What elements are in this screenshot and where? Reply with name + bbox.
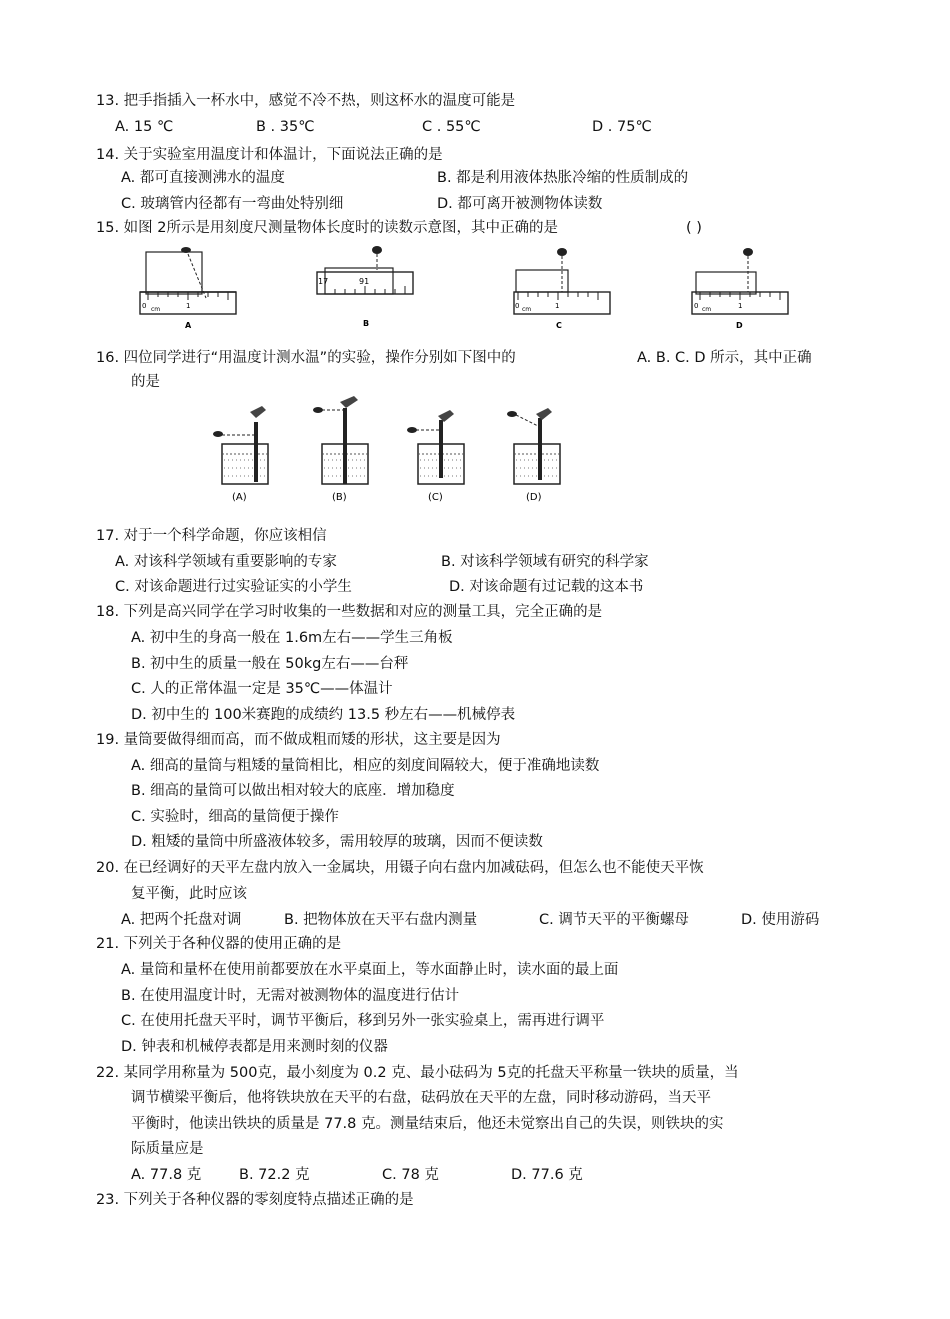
ruler-a-cm: cm xyxy=(151,306,161,313)
q14-option-b: B. 都是利用液体热胀冷缩的性质制成的 xyxy=(437,170,689,186)
q17-option-a: A. 对该科学领域有重要影响的专家 xyxy=(115,554,337,570)
q20-option-d: D. 使用游码 xyxy=(741,912,820,928)
q15-answer-paren: ( ) xyxy=(686,220,702,236)
q19-option-b: B. 细高的量筒可以做出相对较大的底座．增加稳度 xyxy=(131,783,455,799)
ruler-c-zero: 0 xyxy=(515,302,520,310)
ruler-c-label: C xyxy=(556,321,562,330)
ruler-a-zero: 0 xyxy=(142,302,147,310)
q15-stem: 15. 如图 2所示是用刻度尺测量物体长度时的读数示意图，其中正确的是 xyxy=(96,220,559,236)
q21-option-c: C. 在使用托盘天平时，调节平衡后，移到另外一张实验桌上，需再进行调平 xyxy=(121,1013,605,1029)
q20-option-a: A. 把两个托盘对调 xyxy=(121,912,242,928)
q22-line-3: 平衡时，他读出铁块的质量是 77.8 克。测量结束后，他还未觉察出自己的失误，则铁块的实 xyxy=(131,1116,724,1132)
ruler-c-cm: cm xyxy=(522,306,532,313)
q20-stem: 20. 在已经调好的天平左盘内放入一金属块，用镊子向右盘内加减砝码，但怎么也不能使天平恢 xyxy=(96,860,704,876)
q20-stem-continued: 复平衡，此时应该 xyxy=(131,886,247,902)
q13-option-c: C . 55℃ xyxy=(422,119,481,135)
q18-option-d: D. 初中生的 100米赛跑的成绩约 13.5 秒左右——机械停表 xyxy=(131,707,516,723)
beaker-a-label: (A) xyxy=(232,492,247,503)
q14-option-d: D. 都可离开被测物体读数 xyxy=(437,196,603,212)
ruler-b-91: 91 xyxy=(359,277,370,286)
q19-option-c: C. 实验时，细高的量筒便于操作 xyxy=(131,809,339,825)
q22-line-2: 调节横梁平衡后，他将铁块放在天平的右盘，砝码放在天平的左盘，同时移动游码，当天平 xyxy=(131,1090,711,1106)
q21-option-a: A. 量筒和量杯在使用前都要放在水平桌面上，等水面静止时，读水面的最上面 xyxy=(121,962,619,978)
q13-option-a: A. 15 ℃ xyxy=(115,119,174,135)
q17-option-c: C. 对该命题进行过实验证实的小学生 xyxy=(115,579,352,595)
q17-option-b: B. 对该科学领域有研究的科学家 xyxy=(441,554,649,570)
ruler-b-17: 17 xyxy=(318,277,329,286)
beaker-c-label: (C) xyxy=(428,492,443,503)
q13-option-d: D . 75℃ xyxy=(592,119,652,135)
ruler-a-label: A xyxy=(185,321,192,330)
ruler-d-zero: 0 xyxy=(694,302,699,310)
q14-option-c: C. 玻璃管内径都有一弯曲处特别细 xyxy=(121,196,344,212)
q17-stem: 17. 对于一个科学命题，你应该相信 xyxy=(96,528,327,544)
q18-option-c: C. 人的正常体温一定是 35℃——体温计 xyxy=(131,681,393,697)
q18-stem: 18. 下列是高兴同学在学习时收集的一些数据和对应的测量工具，完全正确的是 xyxy=(96,604,603,620)
q22-line-4: 际质量应是 xyxy=(131,1141,204,1157)
q23-stem: 23. 下列关于各种仪器的零刻度特点描述正确的是 xyxy=(96,1192,414,1208)
q21-option-b: B. 在使用温度计时，无需对被测物体的温度进行估计 xyxy=(121,988,460,1004)
ruler-b-label: B xyxy=(363,319,370,328)
q22-option-d: D. 77.6 克 xyxy=(511,1167,583,1183)
q20-option-c: C. 调节天平的平衡螺母 xyxy=(539,912,689,928)
q15-ruler-figure-a xyxy=(138,246,240,332)
q19-stem: 19. 量筒要做得细而高，而不做成粗而矮的形状，这主要是因为 xyxy=(96,732,501,748)
q20-option-b: B. 把物体放在天平右盘内测量 xyxy=(284,912,478,928)
q19-option-a: A. 细高的量筒与粗矮的量筒相比，相应的刻度间隔较大，便于准确地读数 xyxy=(131,758,600,774)
q16-beaker-figure-d xyxy=(502,404,574,506)
q13-option-b: B . 35℃ xyxy=(256,119,315,135)
ruler-d-one: 1 xyxy=(738,302,743,310)
q15-ruler-figure-c xyxy=(512,246,614,332)
q21-stem: 21. 下列关于各种仪器的使用正确的是 xyxy=(96,936,342,952)
q14-stem: 14. 关于实验室用温度计和体温计，下面说法正确的是 xyxy=(96,147,443,163)
q18-option-b: B. 初中生的质量一般在 50kg左右——台秤 xyxy=(131,656,409,672)
q14-option-a: A. 都可直接测沸水的温度 xyxy=(121,170,285,186)
q21-option-d: D. 钟表和机械停表都是用来测时刻的仪器 xyxy=(121,1039,388,1055)
q17-option-d: D. 对该命题有过记载的这本书 xyxy=(449,579,644,595)
q22-option-c: C. 78 克 xyxy=(382,1167,439,1183)
q15-ruler-figure-d xyxy=(690,246,792,332)
ruler-d-cm: cm xyxy=(702,306,712,313)
q19-option-d: D. 粗矮的量筒中所盛液体较多，需用较厚的玻璃，因而不便读数 xyxy=(131,834,543,850)
q16-stem-continued: 的是 xyxy=(131,374,160,390)
q16-beaker-figure-c xyxy=(406,400,478,506)
q22-stem: 22. 某同学用称量为 500克，最小刻度为 0.2 克、最小砝码为 5克的托盘天平称量一铁块的质量，当 xyxy=(96,1065,739,1081)
q16-stem: 16. 四位同学进行“用温度计测水温”的实验，操作分别如下图中的 xyxy=(96,350,516,366)
ruler-a-one: 1 xyxy=(186,302,191,310)
q22-option-a: A. 77.8 克 xyxy=(131,1167,202,1183)
q16-beaker-figure-b xyxy=(310,394,382,506)
q22-option-b: B. 72.2 克 xyxy=(239,1167,310,1183)
ruler-d-label: D xyxy=(736,321,743,330)
q18-option-a: A. 初中生的身高一般在 1.6m左右——学生三角板 xyxy=(131,630,453,646)
q16-beaker-figure-a xyxy=(210,398,282,506)
q15-ruler-figure-b xyxy=(315,246,417,332)
ruler-c-one: 1 xyxy=(555,302,560,310)
q13-stem: 13. 把手指插入一杯水中，感觉不冷不热，则这杯水的温度可能是 xyxy=(96,93,516,109)
q16-options: A. B. C. D 所示，其中正确 xyxy=(637,350,812,366)
beaker-d-label: (D) xyxy=(526,492,542,503)
beaker-b-label: (B) xyxy=(332,492,347,503)
